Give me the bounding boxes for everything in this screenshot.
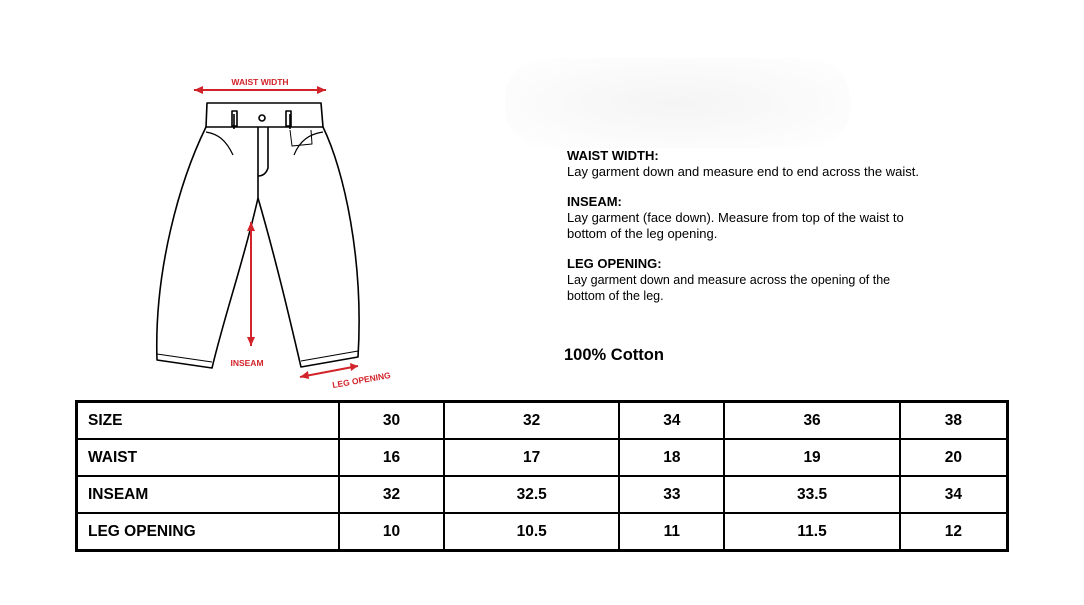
instruction-title: WAIST WIDTH: [567, 148, 659, 163]
table-cell: 34 [619, 402, 724, 440]
table-cell: 33.5 [724, 476, 899, 513]
row-label: SIZE [77, 402, 340, 440]
table-cell: 32 [339, 476, 444, 513]
table-cell: 10.5 [444, 513, 619, 551]
table-row [77, 439, 1008, 476]
material-composition: 100% Cotton [564, 346, 664, 364]
instruction-text: Lay garment down and measure end to end across the waist. [567, 164, 919, 179]
table-cell: 10 [339, 513, 444, 551]
table-cell: 30 [339, 402, 444, 440]
table-cell: 19 [724, 439, 899, 476]
table-cell: 38 [900, 402, 1008, 440]
leg-opening-label: LEG OPENING [331, 369, 392, 391]
table-cell: 11 [619, 513, 724, 551]
faded-background-mark [505, 58, 850, 148]
table-cell: 33 [619, 476, 724, 513]
table-row [77, 476, 1008, 513]
inseam-arrow [247, 222, 255, 346]
instruction-inseam [567, 194, 927, 242]
row-label: LEG OPENING [77, 513, 340, 551]
size-chart-table [75, 400, 1009, 552]
table-cell: 32.5 [444, 476, 619, 513]
instruction-text: Lay garment (face down). Measure from top of the waist to bottom of the leg opening. [567, 210, 904, 241]
waist-width-arrow [194, 86, 326, 94]
row-label: INSEAM [77, 476, 340, 513]
table-cell: 32 [444, 402, 619, 440]
pants-outline [157, 103, 359, 368]
table-row [77, 513, 1008, 551]
instruction-leg-opening [567, 256, 927, 304]
instruction-title: INSEAM: [567, 194, 622, 209]
instruction-title: LEG OPENING: [567, 256, 662, 271]
table-cell: 18 [619, 439, 724, 476]
table-cell: 12 [900, 513, 1008, 551]
instruction-waist-width [567, 148, 927, 180]
inseam-label: INSEAM [230, 358, 264, 368]
measurement-instructions [567, 148, 927, 318]
row-label: WAIST [77, 439, 340, 476]
table-cell: 36 [724, 402, 899, 440]
pants-measurement-diagram [140, 70, 420, 400]
instruction-text: Lay garment down and measure across the opening of the bottom of the leg. [567, 273, 891, 303]
waist-width-label: WAIST WIDTH [231, 77, 289, 87]
table-cell: 17 [444, 439, 619, 476]
table-cell: 20 [900, 439, 1008, 476]
table-row [77, 402, 1008, 440]
table-cell: 16 [339, 439, 444, 476]
table-cell: 34 [900, 476, 1008, 513]
table-cell: 11.5 [724, 513, 899, 551]
